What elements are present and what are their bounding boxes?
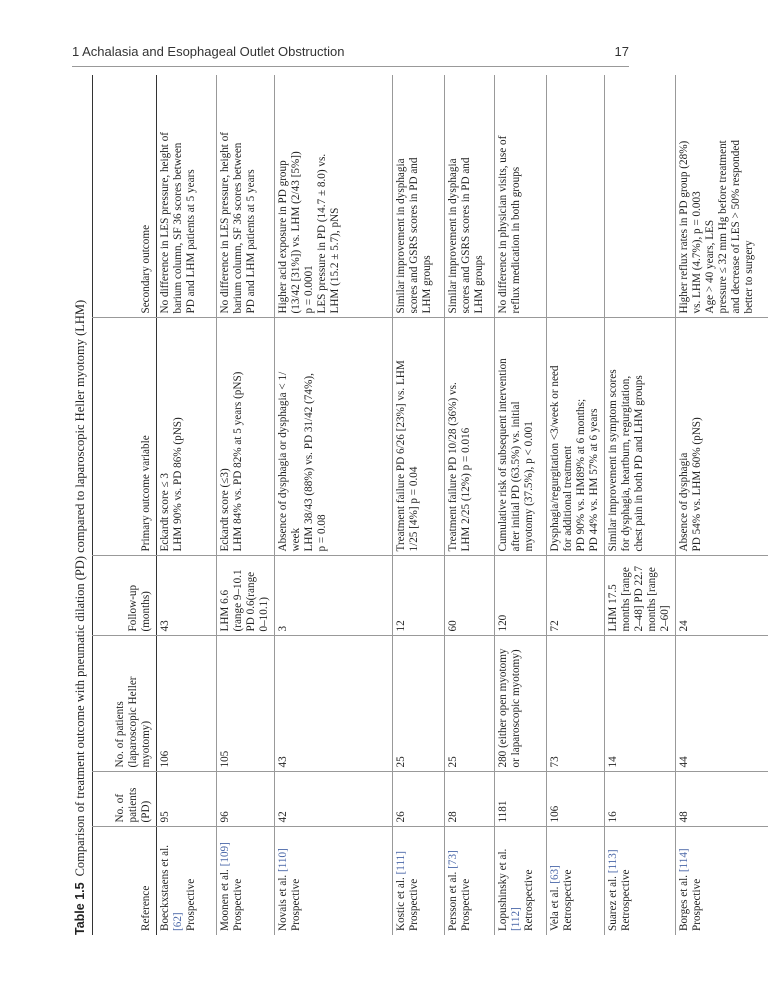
reference-cell bbox=[217, 827, 275, 935]
patients-pd-cell: 95 bbox=[157, 772, 217, 827]
secondary-outcome-line: LHM (15.2 ± 5.7), pNS bbox=[329, 207, 341, 314]
reference-cell bbox=[605, 827, 676, 935]
table-row bbox=[605, 75, 676, 935]
primary-outcome-line: after initial PD (63.5%) vs. initial bbox=[510, 401, 522, 552]
secondary-outcome-line: Higher acid exposure in PD group bbox=[277, 160, 289, 314]
primary-outcome-line: for additional treatment bbox=[562, 445, 574, 552]
secondary-outcome-line: vs. LHM (4.7%), p = 0.003 bbox=[691, 191, 703, 314]
secondary-outcome-line: barium column, SF 36 scores between bbox=[232, 142, 244, 314]
table-header-row bbox=[93, 75, 157, 935]
reference-author: Vela et al. bbox=[549, 886, 561, 931]
secondary-outcome-cell bbox=[157, 75, 217, 318]
primary-outcome-cell bbox=[676, 318, 768, 556]
primary-outcome-line: LHM 2/25 (12%) p = 0.016 bbox=[460, 427, 472, 552]
reference-author: Borges et al. bbox=[678, 874, 690, 931]
secondary-outcome-line: No difference in LES pressure, height of bbox=[219, 131, 231, 314]
reference-author: Lopushinsky et al. bbox=[497, 848, 509, 931]
reference-citation-link[interactable]: [62] bbox=[172, 912, 184, 931]
reference-citation-link[interactable]: [113] bbox=[607, 849, 619, 874]
patients-lhm-cell: 14 bbox=[605, 636, 676, 772]
primary-outcome-line: Eckardt score ≤ 3 bbox=[159, 472, 171, 552]
reference-design: Prospective bbox=[232, 878, 244, 931]
header-rule bbox=[72, 66, 629, 67]
secondary-outcome-line: No difference in LES pressure, height of bbox=[159, 131, 171, 314]
patients-pd-cell: 42 bbox=[275, 772, 393, 827]
secondary-outcome-line: Similar improvement in dysphagia bbox=[395, 158, 407, 314]
secondary-outcome-line: barium column, SF 36 scores between bbox=[172, 142, 184, 314]
table-row bbox=[445, 75, 495, 935]
patients-lhm-cell: 43 bbox=[275, 636, 393, 772]
rotated-table-content bbox=[72, 75, 755, 935]
reference-line bbox=[159, 832, 185, 932]
table-row bbox=[495, 75, 547, 935]
secondary-outcome-line: reflux medication in both groups bbox=[510, 166, 522, 314]
primary-outcome-line: Treatment failure PD 6/26 [23%] vs. LHM bbox=[395, 360, 407, 552]
page-number: 17 bbox=[614, 44, 629, 59]
patients-lhm-cell: 280 (either open myotomy or laparoscopic myotomy) bbox=[495, 636, 547, 772]
secondary-outcome-line: Similar improvement in dysphagia bbox=[447, 158, 459, 314]
primary-outcome-cell bbox=[445, 318, 495, 556]
secondary-outcome-line: Higher reflux rates in PD group (28%) bbox=[678, 140, 690, 314]
primary-outcome-cell bbox=[393, 318, 445, 556]
secondary-outcome-line: better to surgery bbox=[743, 240, 755, 314]
secondary-outcome-line: LHM groups bbox=[473, 255, 485, 314]
secondary-outcome-cell bbox=[393, 75, 445, 318]
secondary-outcome-line: PD and LHM patients at 5 years bbox=[185, 169, 197, 314]
followup-cell: 120 bbox=[495, 556, 547, 636]
reference-design: Prospective bbox=[185, 878, 197, 931]
table-row bbox=[275, 75, 393, 935]
reference-author: Boeckxstaens et al. bbox=[159, 844, 171, 931]
patients-pd-cell: 48 bbox=[676, 772, 768, 827]
secondary-outcome-cell bbox=[275, 75, 393, 318]
reference-citation-link[interactable]: [114] bbox=[678, 848, 690, 873]
primary-outcome-line: chest pain in both PD and LHM groups bbox=[633, 375, 645, 552]
secondary-outcome-line: LES pressure in PD (14.7 ± 8.0) vs. bbox=[316, 153, 328, 314]
primary-outcome-line: Absence of dysphagia bbox=[678, 452, 690, 552]
secondary-outcome-line: PD and LHM patients at 5 years bbox=[245, 169, 257, 314]
reference-line bbox=[395, 832, 408, 932]
patients-lhm-cell: 25 bbox=[445, 636, 495, 772]
secondary-outcome-cell bbox=[445, 75, 495, 318]
followup-cell: 43 bbox=[157, 556, 217, 636]
primary-outcome-cell bbox=[547, 318, 605, 556]
reference-citation-link[interactable]: [63] bbox=[549, 865, 561, 884]
reference-cell bbox=[275, 827, 393, 935]
followup-cell: 12 bbox=[393, 556, 445, 636]
reference-line bbox=[447, 832, 460, 932]
followup-cell: 24 bbox=[676, 556, 768, 636]
header-followup: Follow-up (months) bbox=[93, 556, 157, 636]
primary-outcome-line: Absence of dysphagia or dysphagia < 1/ bbox=[277, 371, 289, 552]
primary-outcome-line: Cumulative risk of subsequent intervention bbox=[497, 358, 509, 552]
reference-cell bbox=[393, 827, 445, 935]
reference-design: Prospective bbox=[460, 878, 472, 931]
reference-design: Retrospective bbox=[562, 869, 574, 931]
reference-citation-link[interactable]: [109] bbox=[219, 842, 231, 867]
primary-outcome-line: Similar improvement in symptom scores bbox=[607, 369, 619, 552]
followup-cell: LHM 17.5 months [range 2–48] PD 22.7 months [range 2–60] bbox=[605, 556, 676, 636]
comparison-table bbox=[92, 75, 768, 935]
header-primary-outcome: Primary outcome variable bbox=[93, 318, 157, 556]
reference-author: Moonen et al. bbox=[219, 869, 231, 931]
secondary-outcome-line: No difference in physician visits, use of bbox=[497, 135, 509, 314]
secondary-outcome-line: scores and GSRS scores in PD and bbox=[460, 157, 472, 314]
secondary-outcome-line: and decrease of LES > 50% responded bbox=[730, 140, 742, 314]
primary-outcome-line: LHM 38/43 (88%) vs. PD 31/42 (74%), bbox=[303, 373, 315, 552]
table-row bbox=[393, 75, 445, 935]
reference-citation-link[interactable]: [110] bbox=[277, 848, 289, 872]
secondary-outcome-line: pressure ≤ 32 mm Hg before treatment bbox=[717, 140, 729, 314]
primary-outcome-cell bbox=[217, 318, 275, 556]
reference-design: Prospective bbox=[691, 878, 703, 931]
primary-outcome-line: LHM 84% vs. PD 82% at 5 years (pNS) bbox=[232, 371, 244, 552]
primary-outcome-line: LHM 90% vs. PD 86% (pNS) bbox=[172, 417, 184, 552]
patients-pd-cell: 106 bbox=[547, 772, 605, 827]
patients-lhm-cell: 25 bbox=[393, 636, 445, 772]
reference-author: Persson et al. bbox=[447, 871, 459, 931]
followup-cell: 3 bbox=[275, 556, 393, 636]
reference-cell bbox=[547, 827, 605, 935]
reference-line bbox=[277, 832, 290, 932]
primary-outcome-cell bbox=[157, 318, 217, 556]
reference-author: Suarez et al. bbox=[607, 876, 619, 931]
running-head bbox=[72, 44, 629, 68]
header-reference: Reference bbox=[93, 827, 157, 935]
reference-author: Kostic et al. bbox=[395, 877, 407, 931]
primary-outcome-line: Treatment failure PD 10/28 (36%) vs. bbox=[447, 382, 459, 552]
reference-design: Prospective bbox=[408, 878, 420, 931]
table-row bbox=[217, 75, 275, 935]
reference-author: Novais et al. bbox=[277, 874, 289, 931]
primary-outcome-line: 1/25 [4%] p = 0.04 bbox=[408, 466, 420, 552]
patients-pd-cell: 1181 bbox=[495, 772, 547, 827]
table-row bbox=[157, 75, 217, 935]
table-caption bbox=[72, 75, 94, 935]
secondary-outcome-line: Age > 40 years, LES bbox=[704, 219, 716, 314]
reference-design: Retrospective bbox=[620, 869, 632, 931]
reference-design: Retrospective bbox=[523, 869, 535, 931]
header-secondary-outcome: Secondary outcome bbox=[140, 224, 152, 314]
reference-citation-link[interactable]: [111] bbox=[395, 851, 407, 875]
reference-cell bbox=[495, 827, 547, 935]
primary-outcome-line: myotomy (37.5%), p < 0.001 bbox=[523, 421, 535, 552]
followup-cell: 72 bbox=[547, 556, 605, 636]
header-patients-lhm: No. of patients (laparoscopic Heller myotomy) bbox=[93, 636, 157, 772]
followup-cell: 60 bbox=[445, 556, 495, 636]
patients-pd-cell: 16 bbox=[605, 772, 676, 827]
table-row bbox=[676, 75, 768, 935]
primary-outcome-line: p = 0.08 bbox=[316, 514, 328, 552]
patients-lhm-cell: 106 bbox=[157, 636, 217, 772]
table-row bbox=[547, 75, 605, 935]
primary-outcome-line: Eckardt score (≤3) bbox=[219, 468, 231, 552]
patients-lhm-cell: 73 bbox=[547, 636, 605, 772]
primary-outcome-line: for dysphagia, heartburn, regurgitation, bbox=[620, 375, 632, 552]
secondary-outcome-cell bbox=[495, 75, 547, 318]
followup-cell: LHM 6.6 (range 9–10.1 PD 0.6(range 0–10.1) bbox=[217, 556, 275, 636]
secondary-outcome-line: (13/42 [31%]) vs. LHM (2/43 [5%]) bbox=[290, 151, 302, 314]
table-caption-text: Comparison of treatment outcome with pneumatic dilation (PD) compared to laparoscopic Heller myotomy (LHM) bbox=[73, 299, 87, 877]
primary-outcome-line: PD 90% vs. HM89% at 6 months; bbox=[575, 398, 587, 552]
reference-line bbox=[497, 832, 523, 932]
secondary-outcome-line: p = 0.0001 bbox=[303, 265, 315, 314]
patients-lhm-cell: 105 bbox=[217, 636, 275, 772]
patients-lhm-cell: 44 bbox=[676, 636, 768, 772]
reference-line bbox=[219, 832, 232, 932]
reference-cell bbox=[445, 827, 495, 935]
reference-citation-link[interactable]: [73] bbox=[447, 850, 459, 869]
primary-outcome-line: PD 54% vs. LHM 60% (pNS) bbox=[691, 417, 703, 552]
reference-line bbox=[549, 832, 562, 932]
reference-line bbox=[607, 832, 620, 932]
patients-pd-cell: 28 bbox=[445, 772, 495, 827]
reference-citation-link[interactable]: [112] bbox=[510, 907, 522, 931]
reference-cell bbox=[157, 827, 217, 935]
rotated-table-region bbox=[72, 75, 755, 935]
primary-outcome-cell bbox=[275, 318, 393, 556]
primary-outcome-cell bbox=[605, 318, 676, 556]
secondary-outcome-cell bbox=[547, 75, 605, 318]
secondary-outcome-line: LHM groups bbox=[421, 255, 433, 314]
primary-outcome-cell bbox=[495, 318, 547, 556]
secondary-outcome-cell bbox=[217, 75, 275, 318]
secondary-outcome-line: scores and GSRS scores in PD and bbox=[408, 157, 420, 314]
header-patients-pd: No. of patients (PD) bbox=[93, 772, 157, 827]
table-label: Table 1.5 bbox=[73, 882, 87, 935]
reference-design: Prospective bbox=[290, 878, 302, 931]
chapter-title: 1 Achalasia and Esophageal Outlet Obstruction bbox=[72, 44, 345, 59]
primary-outcome-line: Dysphagia/regurgitation <3/week or need bbox=[549, 365, 561, 552]
reference-line bbox=[678, 832, 691, 932]
primary-outcome-line: week bbox=[290, 527, 302, 552]
patients-pd-cell: 26 bbox=[393, 772, 445, 827]
secondary-outcome-cell bbox=[676, 75, 768, 318]
secondary-outcome-cell bbox=[605, 75, 676, 318]
primary-outcome-line: PD 44% vs. HM 57% at 6 years bbox=[588, 408, 600, 552]
reference-cell bbox=[676, 827, 768, 935]
patients-pd-cell: 96 bbox=[217, 772, 275, 827]
